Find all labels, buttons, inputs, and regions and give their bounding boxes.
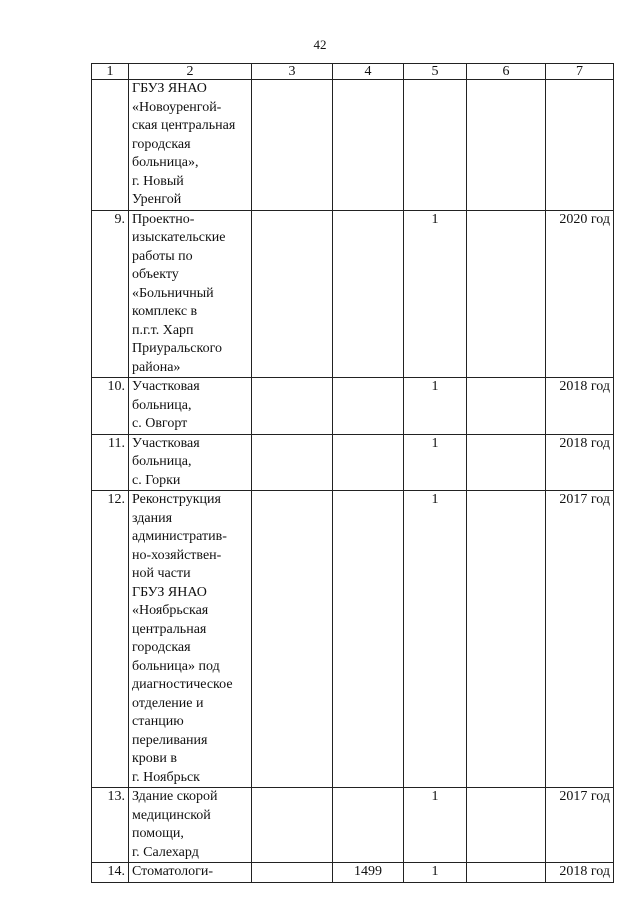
table-row bbox=[92, 434, 614, 491]
cell-col4 bbox=[333, 210, 404, 378]
cell-col4 bbox=[333, 80, 404, 211]
cell-col4 bbox=[333, 788, 404, 863]
cell-col6 bbox=[467, 378, 546, 435]
cell-year: 2020 год bbox=[546, 210, 614, 378]
cell-col5: 1 bbox=[404, 378, 467, 435]
header-cell: 3 bbox=[252, 64, 333, 80]
page-number: 42 bbox=[313, 37, 327, 52]
cell-col6 bbox=[467, 210, 546, 378]
cell-year: 2018 год bbox=[546, 378, 614, 435]
row-number: 13. bbox=[92, 788, 129, 863]
table-row bbox=[92, 210, 614, 378]
row-number: 9. bbox=[92, 210, 129, 378]
cell-col5: 1 bbox=[404, 788, 467, 863]
table-row bbox=[92, 863, 614, 883]
header-cell: 5 bbox=[404, 64, 467, 80]
object-name: Здание скорой медицинской помощи, г. Салехард bbox=[129, 788, 252, 863]
cell-col3 bbox=[252, 491, 333, 788]
cell-col5: 1 bbox=[404, 863, 467, 883]
header-cell: 2 bbox=[129, 64, 252, 80]
cell-col4 bbox=[333, 378, 404, 435]
cell-col6 bbox=[467, 80, 546, 211]
header-cell: 1 bbox=[92, 64, 129, 80]
cell-col3 bbox=[252, 788, 333, 863]
cell-col3 bbox=[252, 378, 333, 435]
cell-col5 bbox=[404, 80, 467, 211]
table-row bbox=[92, 788, 614, 863]
cell-year: 2017 год bbox=[546, 788, 614, 863]
cell-col6 bbox=[467, 788, 546, 863]
row-number: 11. bbox=[92, 434, 129, 491]
cell-year bbox=[546, 80, 614, 211]
header-cell: 7 bbox=[546, 64, 614, 80]
row-number bbox=[92, 80, 129, 211]
object-name: Проектно- изыскательские работы по объекту «Больничный комплекс в п.г.т. Харп Приуральского района» bbox=[129, 210, 252, 378]
table-row bbox=[92, 491, 614, 788]
table-row bbox=[92, 378, 614, 435]
object-name: Реконструкция здания административ- но-хозяйствен- ной части ГБУЗ ЯНАО «Ноябрьская центральная городская больница» под диагностическое отделение и станцию переливания крови в г. Ноябрьск bbox=[129, 491, 252, 788]
cell-col5: 1 bbox=[404, 210, 467, 378]
cell-col6 bbox=[467, 491, 546, 788]
cell-col3 bbox=[252, 210, 333, 378]
object-name: ГБУЗ ЯНАО «Новоуренгой- ская центральная городская больница», г. Новый Уренгой bbox=[129, 80, 252, 211]
cell-year: 2017 год bbox=[546, 491, 614, 788]
header-cell: 4 bbox=[333, 64, 404, 80]
row-number: 10. bbox=[92, 378, 129, 435]
header-cell: 6 bbox=[467, 64, 546, 80]
cell-col4 bbox=[333, 434, 404, 491]
row-number: 12. bbox=[92, 491, 129, 788]
object-name: Участковая больница, с. Овгорт bbox=[129, 378, 252, 435]
cell-col6 bbox=[467, 863, 546, 883]
cell-col5: 1 bbox=[404, 491, 467, 788]
cell-col3 bbox=[252, 863, 333, 883]
object-name: Участковая больница, с. Горки bbox=[129, 434, 252, 491]
cell-col3 bbox=[252, 434, 333, 491]
cell-col4: 1499 bbox=[333, 863, 404, 883]
table-row bbox=[92, 80, 614, 211]
row-number: 14. bbox=[92, 863, 129, 883]
cell-year: 2018 год bbox=[546, 434, 614, 491]
cell-col5: 1 bbox=[404, 434, 467, 491]
cell-col6 bbox=[467, 434, 546, 491]
cell-year: 2018 год bbox=[546, 863, 614, 883]
cell-col4 bbox=[333, 491, 404, 788]
object-name: Стоматологи- bbox=[129, 863, 252, 883]
data-table bbox=[91, 63, 614, 883]
cell-col3 bbox=[252, 80, 333, 211]
header-row bbox=[92, 64, 614, 80]
